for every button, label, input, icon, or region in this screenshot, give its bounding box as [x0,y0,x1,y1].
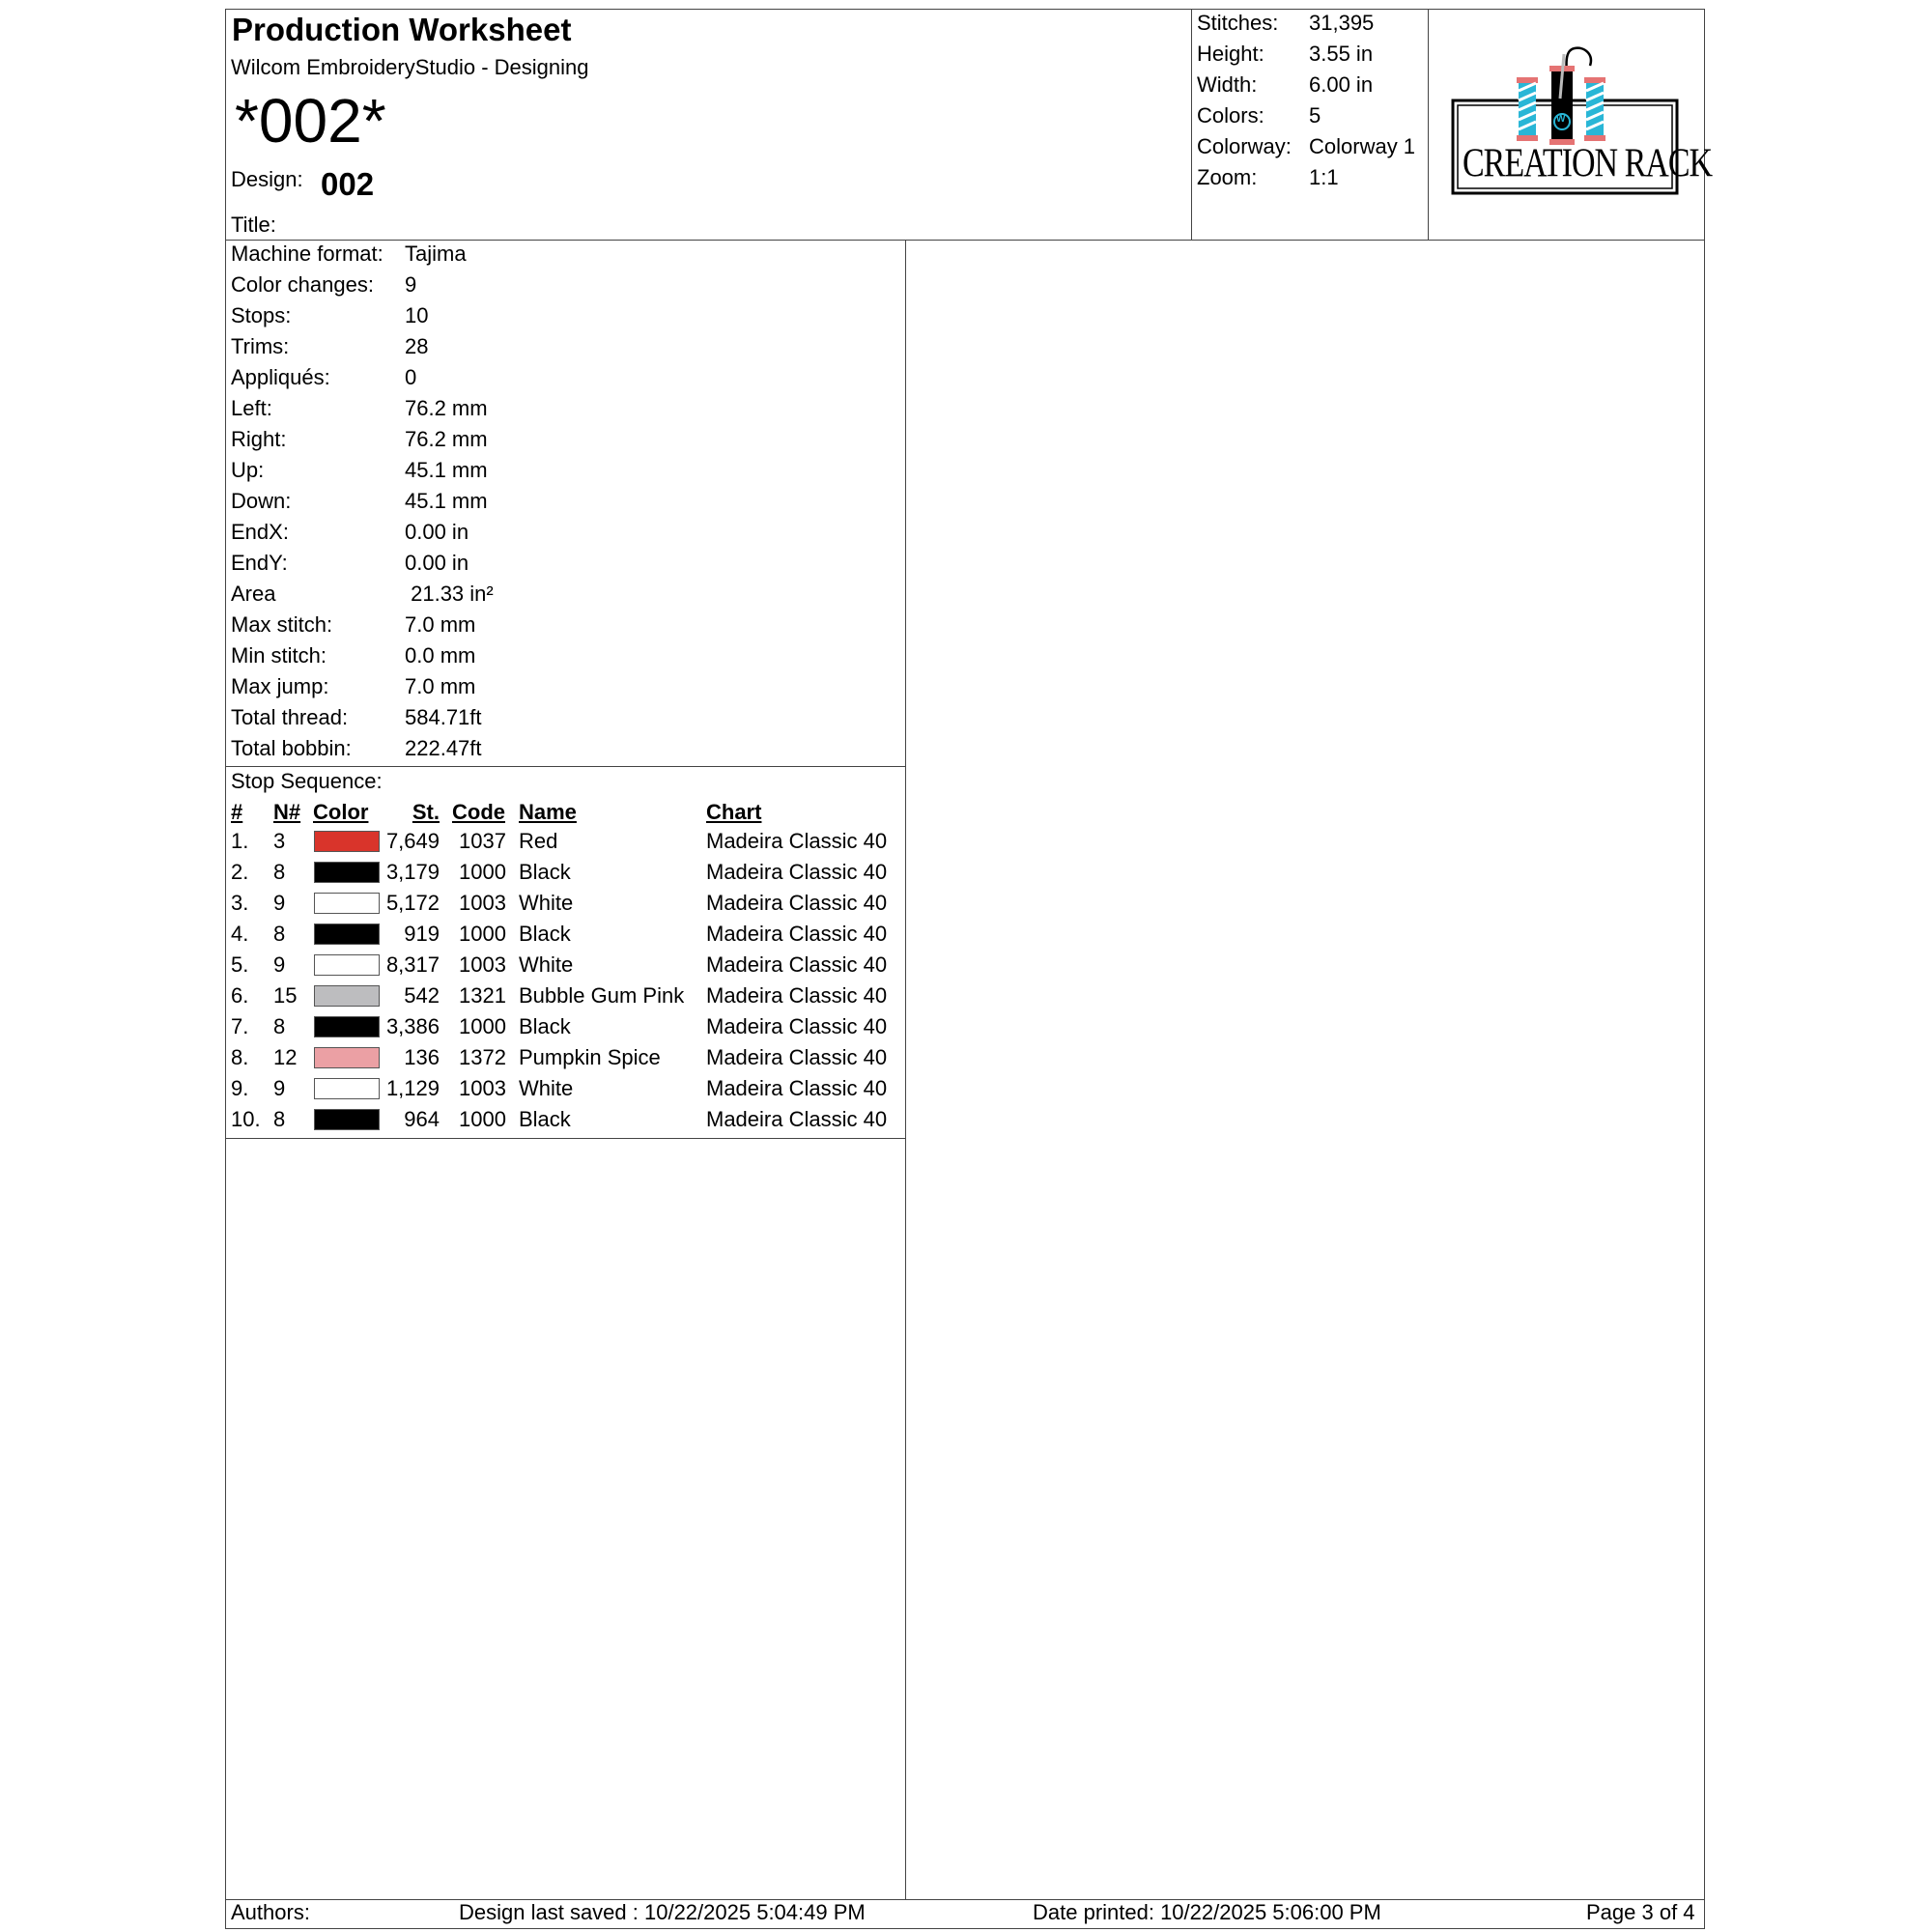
stop-row [231,891,907,922]
stop-code: 1003 [459,952,506,977]
stop-num: 6. [231,983,249,1008]
detail-value: 45.1 mm [405,489,488,513]
stop-color-name: Black [519,860,571,884]
col-header-num: # [231,800,243,824]
detail-value: 7.0 mm [405,674,476,698]
stop-stitches: 919 [404,922,440,946]
detail-label: Up: [231,458,265,482]
stop-chart: Madeira Classic 40 [706,1045,888,1069]
summary-label: Stitches: [1197,11,1279,35]
summary-value: 5 [1309,103,1321,128]
stop-stitches: 1,129 [385,1076,440,1100]
stop-needle: 8 [273,1014,286,1038]
stop-sequence-label: Stop Sequence: [231,769,383,793]
detail-value: 76.2 mm [405,427,488,451]
stop-color-name: White [519,891,574,915]
stop-num: 10. [231,1107,261,1131]
detail-value: 222.47ft [405,736,482,760]
stop-num: 7. [231,1014,249,1038]
stop-row [231,829,907,860]
detail-value: 0.00 in [405,520,469,544]
stop-stitches: 3,179 [385,860,440,884]
stop-num: 9. [231,1076,249,1100]
stop-stitches: 5,172 [385,891,440,915]
stop-chart: Madeira Classic 40 [706,860,888,884]
stop-chart: Madeira Classic 40 [706,952,888,977]
stop-code: 1003 [459,891,506,915]
summary-value: 31,395 [1309,11,1375,35]
design-label: Design: [231,167,303,191]
stop-color-name: White [519,952,574,977]
detail-label: Machine format: [231,242,384,266]
barcode-text: *002* [235,86,386,156]
stop-code: 1037 [459,829,506,853]
col-header-code: Code [452,800,505,824]
stop-num: 8. [231,1045,249,1069]
stop-row [231,860,907,891]
stop-num: 2. [231,860,249,884]
color-swatch [314,985,380,1007]
color-swatch [314,893,380,914]
summary-label: Height: [1197,42,1264,66]
stop-color-name: Black [519,922,571,946]
color-swatch [314,831,380,852]
summary-label: Zoom: [1197,165,1258,189]
stop-stitches: 8,317 [385,952,440,977]
stop-color-name: Pumpkin Spice [519,1045,661,1069]
detail-label: Appliqués: [231,365,330,389]
detail-label: Min stitch: [231,643,327,668]
detail-label: Max stitch: [231,612,333,637]
detail-value: 45.1 mm [405,458,488,482]
footer-date-printed: Date printed: 10/22/2025 5:06:00 PM [1033,1900,1381,1924]
stop-sequence-table [231,800,901,1134]
stop-code: 1000 [459,860,506,884]
stop-color-name: Bubble Gum Pink [519,983,685,1008]
summary-label: Colors: [1197,103,1264,128]
stop-needle: 15 [273,983,298,1008]
details-divider [225,766,905,767]
color-swatch [314,954,380,976]
stop-stitches: 136 [404,1045,440,1069]
detail-label: EndX: [231,520,289,544]
detail-label: EndY: [231,551,288,575]
detail-label: Trims: [231,334,290,358]
stop-chart: Madeira Classic 40 [706,891,888,915]
footer-authors: Authors: [231,1900,310,1924]
stop-stitches: 542 [404,983,440,1008]
header-divider [225,240,1705,241]
color-swatch [314,862,380,883]
color-swatch [314,1078,380,1099]
footer-divider [225,1899,1705,1900]
detail-value: 7.0 mm [405,612,476,637]
stop-code: 1003 [459,1076,506,1100]
summary-left-divider [1191,9,1192,241]
footer-last-saved: Design last saved : 10/22/2025 5:04:49 PM [459,1900,866,1924]
stop-stitches: 3,386 [385,1014,440,1038]
stop-row [231,952,907,983]
stop-row [231,1045,907,1076]
stop-needle: 8 [273,1107,286,1131]
stop-needle: 9 [273,891,286,915]
detail-label: Down: [231,489,292,513]
detail-value: 0 [405,365,417,389]
stop-chart: Madeira Classic 40 [706,1076,888,1100]
stop-color-name: Red [519,829,558,853]
detail-label: Area [231,582,276,606]
detail-value: 10 [405,303,429,327]
detail-value: 0.00 in [405,551,469,575]
detail-value: 584.71ft [405,705,482,729]
col-header-needle: N# [273,800,301,824]
detail-value: 76.2 mm [405,396,488,420]
stop-num: 5. [231,952,249,977]
stop-color-name: White [519,1076,574,1100]
stop-needle: 9 [273,952,286,977]
detail-label: Max jump: [231,674,329,698]
stop-code: 1372 [459,1045,506,1069]
stop-color-name: Black [519,1014,571,1038]
footer-page-number: Page 3 of 4 [1586,1900,1695,1924]
sequence-bottom-divider [225,1138,905,1139]
stop-stitches: 7,649 [385,829,440,853]
stop-code: 1000 [459,1107,506,1131]
details-list [231,242,897,763]
stop-row [231,1107,907,1138]
summary-value: Colorway 1 [1309,134,1416,158]
logo-badge: W [1556,114,1566,125]
color-swatch [314,1109,380,1130]
logo-left-divider [1428,9,1429,241]
stop-row [231,1076,907,1107]
col-header-chart: Chart [706,800,762,824]
page-title: Production Worksheet [232,12,572,47]
stop-needle: 9 [273,1076,286,1100]
stop-code: 1000 [459,922,506,946]
detail-label: Total bobbin: [231,736,352,760]
stop-row [231,1014,907,1045]
color-swatch [314,923,380,945]
detail-label: Left: [231,396,272,420]
col-header-color: Color [313,800,369,824]
detail-value: 0.0 mm [405,643,476,668]
detail-value: Tajima [405,242,467,266]
stop-chart: Madeira Classic 40 [706,829,888,853]
summary-label: Width: [1197,72,1258,97]
stop-needle: 8 [273,860,286,884]
stop-num: 1. [231,829,249,853]
stop-chart: Madeira Classic 40 [706,922,888,946]
stop-chart: Madeira Classic 40 [706,983,888,1008]
stop-chart: Madeira Classic 40 [706,1014,888,1038]
stop-color-name: Black [519,1107,571,1131]
summary-block [1197,11,1424,204]
detail-label: Stops: [231,303,292,327]
stop-stitches: 964 [404,1107,440,1131]
stop-num: 3. [231,891,249,915]
stop-code: 1000 [459,1014,506,1038]
stop-row [231,922,907,952]
app-name: Wilcom EmbroideryStudio - Designing [231,55,589,79]
design-value: 002 [321,166,375,202]
stop-row [231,983,907,1014]
stop-needle: 8 [273,922,286,946]
color-swatch [314,1016,380,1037]
detail-label: Total thread: [231,705,349,729]
stop-num: 4. [231,922,249,946]
summary-value: 6.00 in [1309,72,1374,97]
detail-label: Right: [231,427,287,451]
detail-value: 9 [405,272,417,297]
stop-needle: 12 [273,1045,298,1069]
title-label: Title: [231,213,276,237]
stop-chart: Madeira Classic 40 [706,1107,888,1131]
color-swatch [314,1047,380,1068]
summary-value: 1:1 [1309,165,1339,189]
col-header-name: Name [519,800,577,824]
creation-rack-logo [1449,43,1713,199]
summary-label: Colorway: [1197,134,1292,158]
logo-text: CREATION RACK [1463,141,1713,186]
summary-value: 3.55 in [1309,42,1374,66]
stop-code: 1321 [459,983,506,1008]
stop-needle: 3 [273,829,286,853]
detail-value: 28 [405,334,429,358]
detail-value: 21.33 in² [405,582,494,606]
detail-label: Color changes: [231,272,374,297]
col-header-stitches: St. [412,800,440,824]
